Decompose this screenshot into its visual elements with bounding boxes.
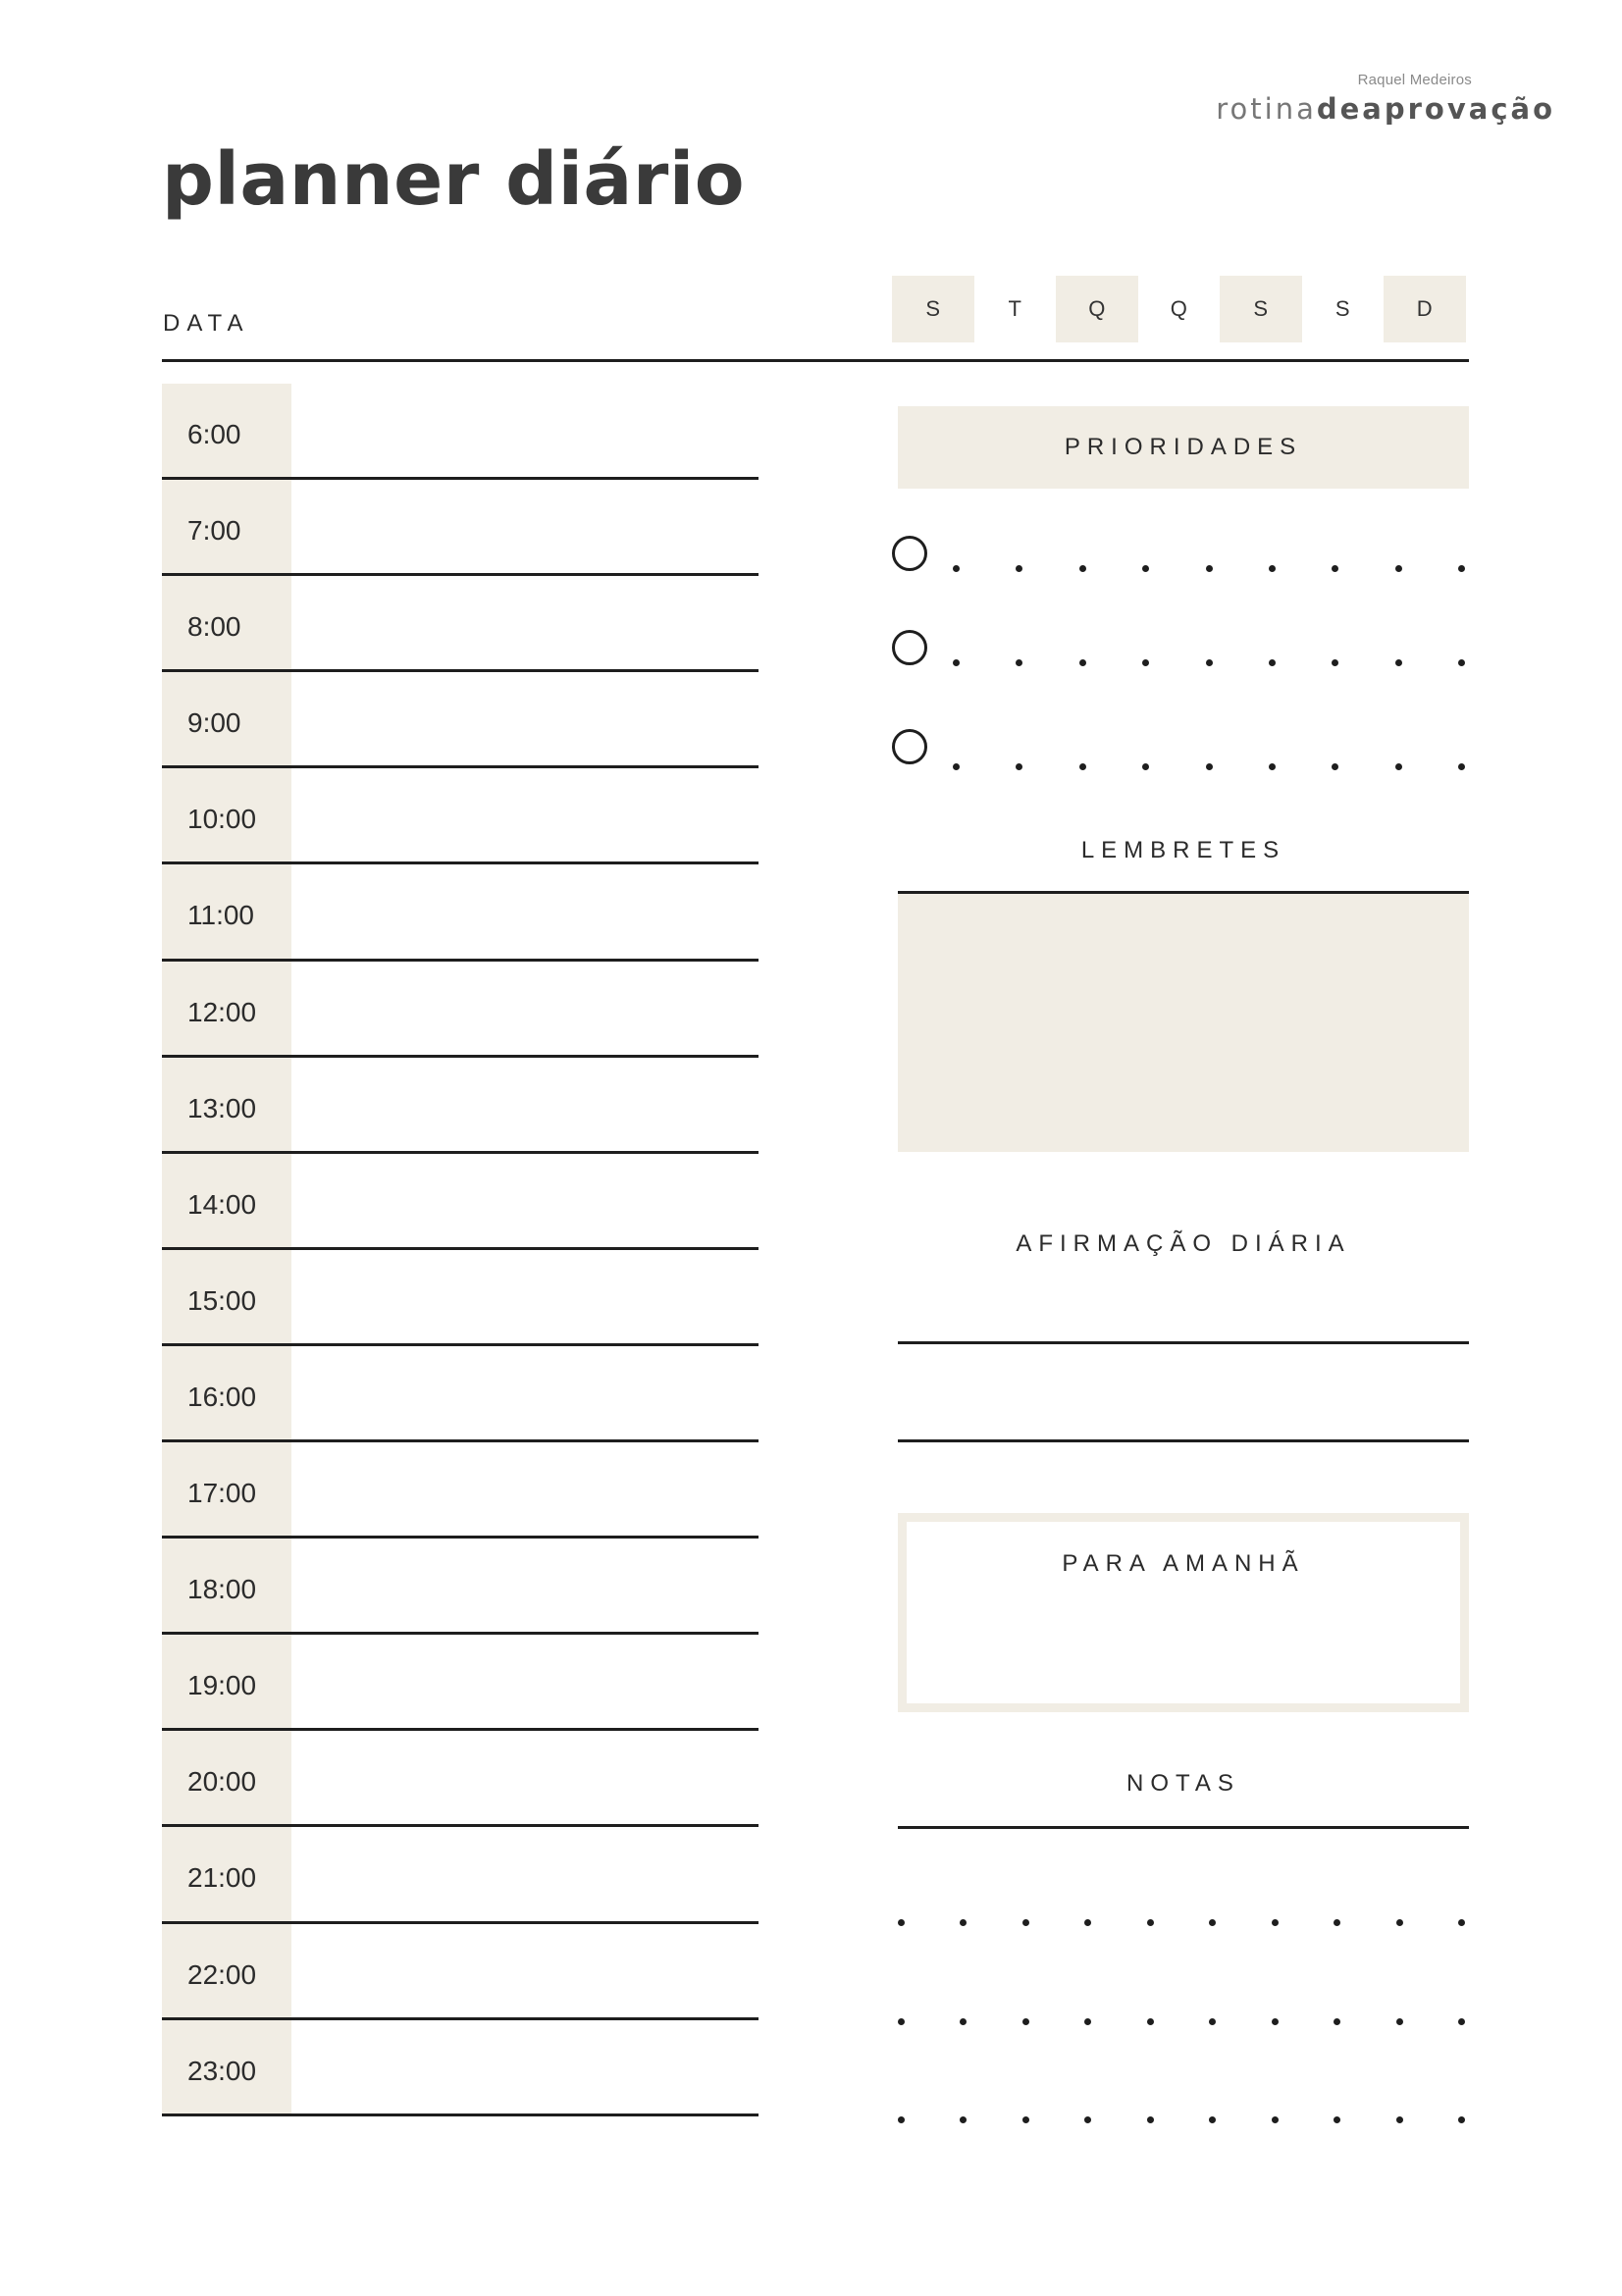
dot: [1079, 659, 1086, 666]
time-cell: [162, 962, 291, 1055]
affirmation-line-1[interactable]: [898, 1341, 1469, 1344]
checkbox-circle-icon[interactable]: [892, 729, 927, 764]
schedule-row[interactable]: [162, 962, 759, 1058]
dot: [1084, 1919, 1091, 1926]
schedule-row[interactable]: [162, 576, 759, 672]
dot: [1084, 2116, 1091, 2123]
dot: [1022, 2018, 1029, 2025]
schedule-row[interactable]: [162, 1924, 759, 2020]
time-label: 7:00: [187, 515, 241, 547]
weekday-4[interactable]: S: [1220, 276, 1302, 342]
dot: [1206, 659, 1213, 666]
dot: [1458, 659, 1465, 666]
dot: [1147, 2116, 1154, 2123]
dot: [1458, 2116, 1465, 2123]
dot: [1396, 2018, 1403, 2025]
dot: [1016, 659, 1022, 666]
schedule-row[interactable]: [162, 768, 759, 864]
dot: [1209, 1919, 1216, 1926]
dot: [1269, 659, 1276, 666]
time-label: 9:00: [187, 707, 241, 739]
dot: [1142, 565, 1149, 572]
weekday-6[interactable]: D: [1384, 276, 1466, 342]
dot: [1206, 565, 1213, 572]
time-label: 6:00: [187, 419, 241, 449]
priorities-header: [898, 406, 1469, 489]
time-cell: [162, 576, 291, 669]
dot: [1147, 2018, 1154, 2025]
time-label: 14:00: [187, 1188, 257, 1220]
time-label: 20:00: [187, 1766, 257, 1798]
affirmation-title: AFIRMAÇÃO DIÁRIA: [1016, 1230, 1351, 1257]
tomorrow-box[interactable]: [898, 1513, 1469, 1712]
dot: [1209, 2018, 1216, 2025]
schedule-row[interactable]: [162, 1635, 759, 1731]
dot: [1079, 763, 1086, 770]
dot: [953, 659, 960, 666]
dot: [1209, 2116, 1216, 2123]
weekday-1[interactable]: T: [1008, 296, 1021, 321]
dot: [1334, 1919, 1340, 1926]
dot: [1142, 659, 1149, 666]
schedule-row[interactable]: [162, 672, 759, 768]
dot: [1084, 2018, 1091, 2025]
dot: [953, 763, 960, 770]
time-cell: [162, 1827, 291, 1920]
dot: [1332, 565, 1338, 572]
weekday-2[interactable]: Q: [1056, 276, 1138, 342]
schedule-row[interactable]: [162, 1442, 759, 1539]
schedule-row[interactable]: [162, 1827, 759, 1923]
dot: [1332, 763, 1338, 770]
dot: [1079, 565, 1086, 572]
time-label: 15:00: [187, 1284, 257, 1316]
time-label: 12:00: [187, 996, 257, 1027]
date-label: DATA: [163, 310, 250, 337]
time-cell: [162, 768, 291, 861]
time-label: 13:00: [187, 1092, 257, 1123]
hourly-schedule: [162, 384, 759, 2116]
time-label: 22:00: [187, 1958, 257, 1990]
checkbox-circle-icon[interactable]: [892, 630, 927, 665]
page-title: [162, 137, 745, 222]
dot: [1458, 1919, 1465, 1926]
notes-title: NOTAS: [1126, 1770, 1240, 1797]
priority-dot-line[interactable]: [953, 659, 1465, 666]
affirmation-line-2[interactable]: [898, 1439, 1469, 1442]
dot: [1395, 659, 1402, 666]
time-cell: [162, 1924, 291, 2017]
schedule-row[interactable]: [162, 1058, 759, 1154]
weekday-3[interactable]: Q: [1170, 296, 1187, 321]
time-cell: [162, 1058, 291, 1151]
dot: [1269, 565, 1276, 572]
time-label: 10:00: [187, 804, 257, 835]
priority-dot-line[interactable]: [953, 763, 1465, 770]
time-label: 17:00: [187, 1478, 257, 1509]
time-cell: [162, 1154, 291, 1247]
dot: [1269, 763, 1276, 770]
time-cell: [162, 1539, 291, 1632]
dot: [1142, 763, 1149, 770]
notes-rule: [898, 1826, 1469, 1829]
dot: [898, 1919, 905, 1926]
time-label: 8:00: [187, 611, 241, 643]
weekday-5[interactable]: S: [1334, 296, 1350, 321]
dot: [1396, 2116, 1403, 2123]
schedule-row[interactable]: [162, 1731, 759, 1827]
time-label: 18:00: [187, 1574, 257, 1605]
dot: [1272, 2018, 1279, 2025]
notes-dot-line[interactable]: [898, 2116, 1465, 2123]
time-cell: [162, 864, 291, 958]
schedule-row[interactable]: [162, 1539, 759, 1635]
priority-dot-line[interactable]: [953, 565, 1465, 572]
header-rule: [162, 359, 1469, 362]
dot: [898, 2116, 905, 2123]
time-cell: [162, 2020, 291, 2113]
dot: [1332, 659, 1338, 666]
priority-item[interactable]: [892, 729, 1473, 768]
brand-name: [1216, 92, 1555, 126]
time-cell: [162, 1346, 291, 1439]
dot: [1458, 2018, 1465, 2025]
dot: [1458, 763, 1465, 770]
dot: [960, 2018, 967, 2025]
page-title-light: planner: [162, 137, 480, 222]
time-cell: [162, 384, 291, 477]
schedule-row[interactable]: [162, 480, 759, 576]
dot: [1395, 763, 1402, 770]
checkbox-circle-icon[interactable]: [892, 536, 927, 571]
dot: [1016, 763, 1022, 770]
dot: [898, 2018, 905, 2025]
weekday-0[interactable]: S: [892, 276, 974, 342]
time-label: 19:00: [187, 1670, 257, 1701]
brand-name-bold: deaprovação: [1316, 92, 1555, 126]
dot: [1016, 565, 1022, 572]
time-cell: [162, 1442, 291, 1536]
page-title-bold: diário: [505, 137, 746, 222]
dot: [1396, 1919, 1403, 1926]
schedule-row[interactable]: [162, 1250, 759, 1346]
time-cell: [162, 672, 291, 765]
time-cell: [162, 1731, 291, 1824]
schedule-row[interactable]: [162, 1346, 759, 1442]
dot: [960, 1919, 967, 1926]
dot: [1458, 565, 1465, 572]
schedule-row[interactable]: [162, 384, 759, 480]
reminders-title: LEMBRETES: [1080, 837, 1286, 863]
dot: [1272, 2116, 1279, 2123]
dot: [1334, 2018, 1340, 2025]
reminders-box[interactable]: [898, 891, 1469, 1152]
time-label: 16:00: [187, 1381, 257, 1412]
dot: [960, 2116, 967, 2123]
brand-name-light: rotina: [1216, 92, 1317, 126]
dot: [953, 565, 960, 572]
dot: [1022, 1919, 1029, 1926]
time-cell: [162, 480, 291, 573]
notes-dot-line[interactable]: [898, 1919, 1465, 1926]
dot: [1272, 1919, 1279, 1926]
time-cell: [162, 1635, 291, 1728]
priorities-title: PRIORIDADES: [1064, 434, 1303, 460]
tomorrow-title: PARA AMANHÃ: [1062, 1550, 1305, 1577]
time-cell: [162, 1250, 291, 1343]
time-label: 11:00: [187, 900, 254, 931]
schedule-row[interactable]: [162, 864, 759, 961]
time-label: 21:00: [187, 1862, 257, 1894]
schedule-row[interactable]: [162, 1154, 759, 1250]
schedule-row[interactable]: [162, 2020, 759, 2116]
brand-author: Raquel Medeiros: [1357, 72, 1472, 88]
notes-dot-line[interactable]: [898, 2018, 1465, 2025]
weekday-selector: [892, 276, 1466, 342]
dot: [1334, 2116, 1340, 2123]
dot: [1395, 565, 1402, 572]
dot: [1147, 1919, 1154, 1926]
time-label: 23:00: [187, 2055, 257, 2086]
dot: [1206, 763, 1213, 770]
dot: [1022, 2116, 1029, 2123]
